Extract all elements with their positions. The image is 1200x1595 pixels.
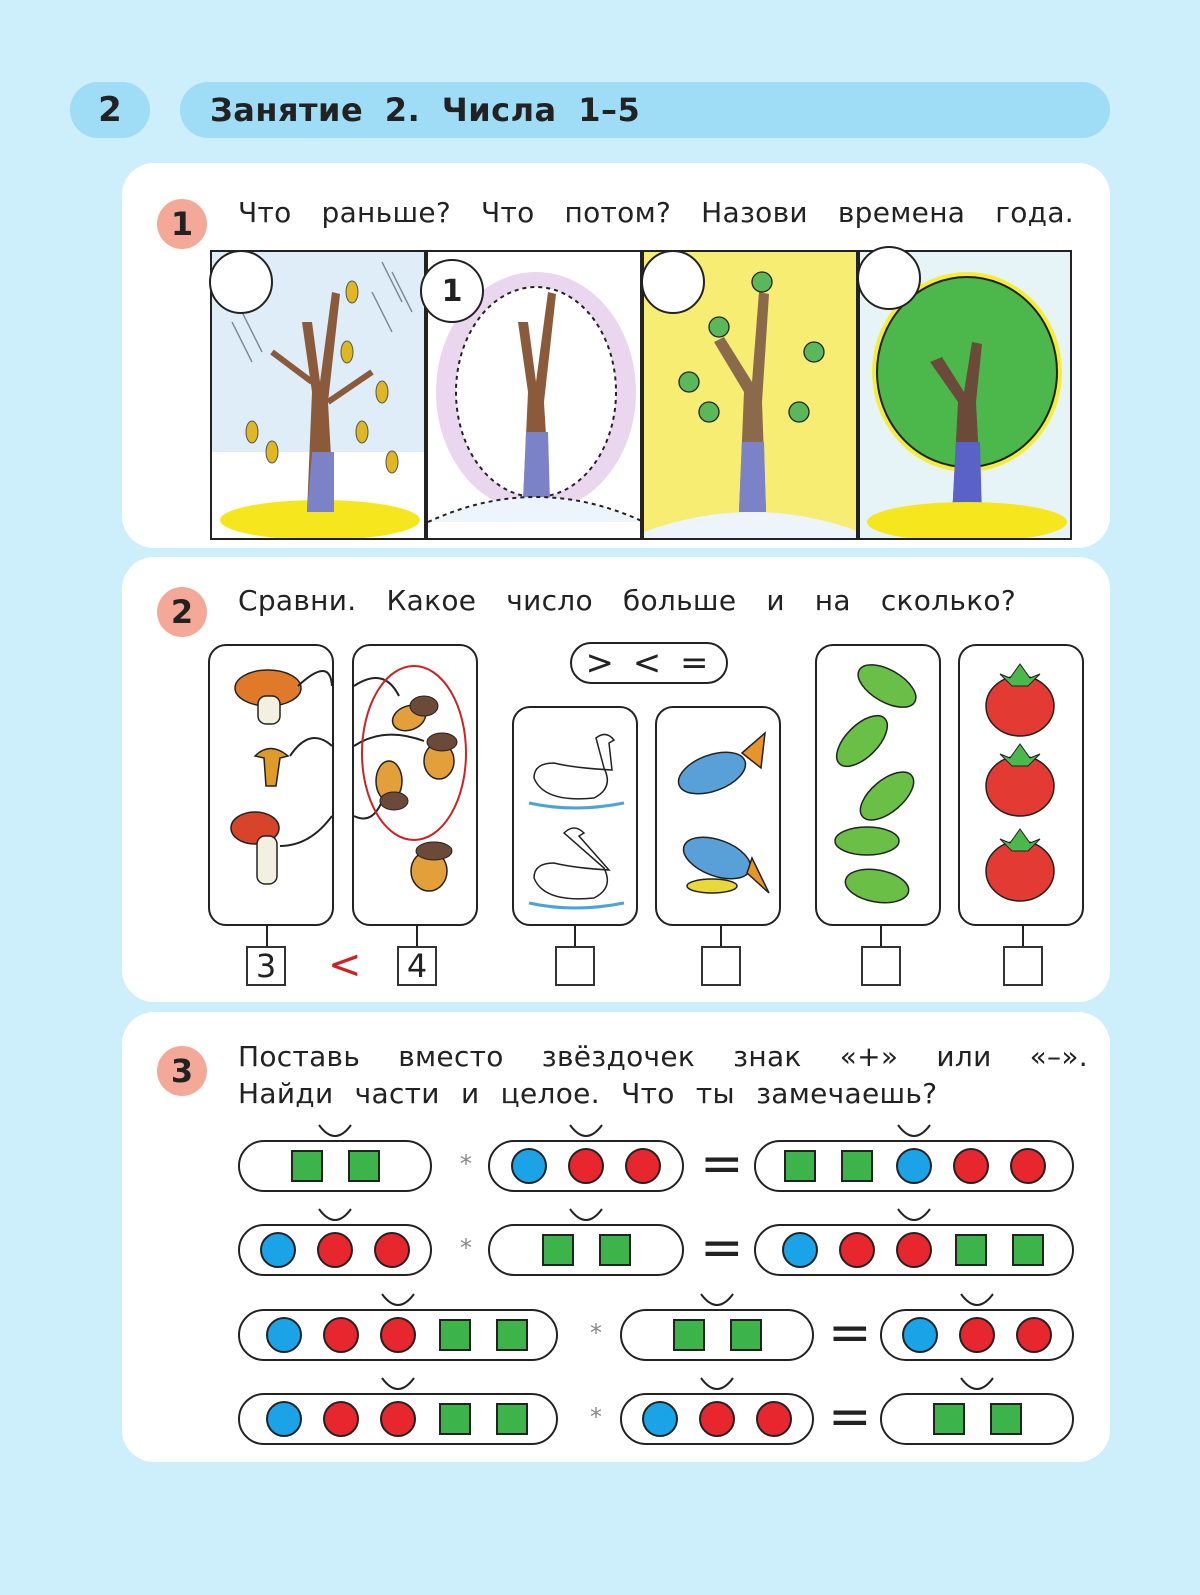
- task-1-badge: 1: [157, 199, 207, 249]
- group-cucumbers: [815, 644, 941, 926]
- task-2-line: Сравни. Какое число больше и на сколько?: [238, 584, 1016, 617]
- compare-signs-pill: > < =: [570, 642, 728, 684]
- red-circle: [1010, 1148, 1046, 1184]
- green-square: [841, 1150, 873, 1182]
- task-1-line: Что раньше? Что потом? Назови времена года.: [238, 196, 1074, 229]
- green-square: [291, 1150, 323, 1182]
- count-box-cucumbers[interactable]: [861, 946, 901, 986]
- task-3-badge: 3: [157, 1046, 207, 1096]
- acorns-picture: [354, 646, 476, 924]
- part-arc: [697, 1292, 737, 1310]
- part-arc: [957, 1292, 997, 1310]
- green-square: [933, 1403, 965, 1435]
- red-circle: [374, 1232, 410, 1268]
- blue-circle: [896, 1148, 932, 1184]
- red-circle: [625, 1148, 661, 1184]
- blue-circle: [902, 1317, 938, 1353]
- group-acorns: [352, 644, 478, 926]
- task-2-badge: 2: [157, 587, 207, 637]
- season-order-circle-2[interactable]: 1: [420, 259, 484, 323]
- red-circle: [839, 1232, 875, 1268]
- count-box-acorns[interactable]: 4: [397, 946, 437, 986]
- green-square: [730, 1319, 762, 1351]
- part-arc: [894, 1123, 934, 1141]
- task-3-line-1: Поставь вместо звёздочек знак «+» или «–».: [238, 1040, 1088, 1073]
- green-square: [439, 1403, 471, 1435]
- equals-sign: =: [828, 1387, 872, 1447]
- blue-circle: [266, 1401, 302, 1437]
- mushrooms-picture: [210, 646, 332, 924]
- example-compare-sign: <: [328, 942, 362, 988]
- row-4-whole: [880, 1393, 1074, 1445]
- count-box-swans[interactable]: [555, 946, 595, 986]
- green-square: [990, 1403, 1022, 1435]
- season-order-circle-4[interactable]: [857, 246, 921, 310]
- season-order-circle-1[interactable]: [209, 250, 273, 314]
- red-circle: [317, 1232, 353, 1268]
- red-circle: [959, 1317, 995, 1353]
- season-order-circle-3[interactable]: [641, 250, 705, 314]
- part-arc: [894, 1207, 934, 1225]
- green-square: [599, 1234, 631, 1266]
- red-circle: [699, 1401, 735, 1437]
- operation-placeholder[interactable]: *: [460, 1150, 472, 1178]
- red-circle: [380, 1317, 416, 1353]
- red-circle: [380, 1401, 416, 1437]
- green-square: [542, 1234, 574, 1266]
- swans-picture: [514, 708, 636, 924]
- equals-sign: =: [828, 1303, 872, 1363]
- page-number: 2: [70, 82, 150, 138]
- lesson-title: Занятие 2. Числа 1–5: [180, 82, 1110, 138]
- group-swans: [512, 706, 638, 926]
- blue-circle: [266, 1317, 302, 1353]
- count-box-tomatoes[interactable]: [1003, 946, 1043, 986]
- row-2-part-b: [488, 1224, 684, 1276]
- green-square: [439, 1319, 471, 1351]
- green-square: [496, 1403, 528, 1435]
- group-tomatoes: [958, 644, 1084, 926]
- equals-sign: =: [700, 1134, 744, 1194]
- operation-placeholder[interactable]: *: [590, 1403, 602, 1431]
- part-arc: [697, 1376, 737, 1394]
- row-3-part-b: [620, 1309, 814, 1361]
- fish-picture: [657, 708, 779, 924]
- green-square: [784, 1150, 816, 1182]
- tomatoes-picture: [960, 646, 1082, 924]
- red-circle: [568, 1148, 604, 1184]
- red-circle: [953, 1148, 989, 1184]
- blue-circle: [782, 1232, 818, 1268]
- red-circle: [323, 1317, 359, 1353]
- red-circle: [323, 1401, 359, 1437]
- count-box-mushrooms[interactable]: 3: [246, 946, 286, 986]
- green-square: [348, 1150, 380, 1182]
- blue-circle: [642, 1401, 678, 1437]
- task-2-text: [238, 582, 1016, 619]
- operation-placeholder[interactable]: *: [590, 1319, 602, 1347]
- green-square: [955, 1234, 987, 1266]
- row-1-part-a: [238, 1140, 432, 1192]
- operation-placeholder[interactable]: *: [460, 1234, 472, 1262]
- red-circle: [756, 1401, 792, 1437]
- green-square: [1012, 1234, 1044, 1266]
- group-fish: [655, 706, 781, 926]
- red-circle: [896, 1232, 932, 1268]
- part-arc: [566, 1207, 606, 1225]
- count-box-fish[interactable]: [701, 946, 741, 986]
- part-arc: [957, 1376, 997, 1394]
- red-circle: [1016, 1317, 1052, 1353]
- task-1-text: [238, 194, 1074, 231]
- part-arc: [566, 1123, 606, 1141]
- green-square: [673, 1319, 705, 1351]
- blue-circle: [511, 1148, 547, 1184]
- part-arc: [315, 1123, 355, 1141]
- task-3-text: [238, 1038, 1088, 1112]
- part-arc: [315, 1207, 355, 1225]
- equals-sign: =: [700, 1218, 744, 1278]
- cucumbers-picture: [817, 646, 939, 924]
- group-mushrooms: [208, 644, 334, 926]
- part-arc: [378, 1292, 418, 1310]
- blue-circle: [260, 1232, 296, 1268]
- task-3-line-2: Найди части и целое. Что ты замечаешь?: [238, 1077, 938, 1110]
- green-square: [496, 1319, 528, 1351]
- part-arc: [378, 1376, 418, 1394]
